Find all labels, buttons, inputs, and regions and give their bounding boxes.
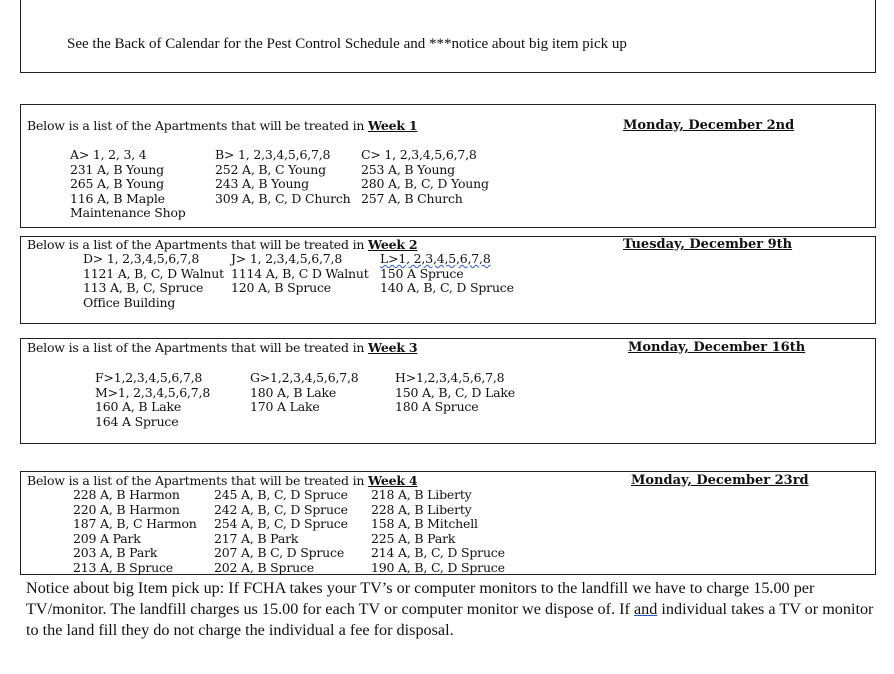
- list-item: 180 A Spruce: [395, 399, 479, 414]
- list-item: 220 A, B Harmon: [73, 501, 180, 517]
- list-item: 280 A, B, C, D Young: [361, 176, 489, 191]
- week-1-col-3: [361, 148, 489, 206]
- list-item: F>1,2,3,4,5,6,7,8: [95, 370, 203, 385]
- week-4-box: [20, 471, 876, 575]
- week-4-intro: Below is a list of the Apartments that will be treated in Week 4: [27, 473, 418, 488]
- list-item: 207 A, B C, D Spruce: [214, 545, 345, 560]
- list-item: 113 A, B, C, Spruce: [83, 280, 204, 295]
- list-item: 187 A, B, C Harmon: [73, 516, 197, 531]
- week-1-box: [20, 104, 876, 228]
- week-2-col-3: [380, 252, 514, 296]
- list-item: Maintenance Shop: [70, 205, 186, 220]
- week-2-date: Tuesday, December 9th: [623, 237, 793, 252]
- list-item: A> 1, 2, 3, 4: [70, 147, 147, 162]
- list-item: 1114 A, B, C D Walnut: [231, 265, 369, 281]
- list-item: D> 1, 2,3,4,5,6,7,8: [83, 251, 200, 266]
- list-item: 245 A, B, C, D Spruce: [214, 487, 348, 502]
- list-item: 203 A, B Park: [73, 545, 158, 560]
- week-1-col-2: [215, 148, 351, 206]
- list-item: 150 A, B, C, D Lake: [395, 384, 515, 400]
- list-item: 228 A, B Liberty: [371, 501, 472, 517]
- week-2-col-1: [83, 252, 224, 310]
- header-text: See the Back of Calendar for the Pest Control Schedule and ***notice about big item pick up: [67, 36, 627, 52]
- list-item: 253 A, B Young: [361, 161, 455, 177]
- list-item: Office Building: [83, 294, 176, 310]
- notice-part-2: individual takes a TV or monitor to the land fill they do not charge the individual a fee for disposal.: [26, 600, 874, 639]
- week-3-label: Week 3: [368, 340, 418, 355]
- week-1-intro: Below is a list of the Apartments that will be treated in Week 1: [27, 118, 418, 133]
- week-1-label: Week 1: [368, 118, 418, 133]
- week-4-date: Monday, December 23rd: [631, 473, 809, 488]
- week-2-box: [20, 236, 876, 324]
- week-1-date: Monday, December 2nd: [623, 118, 795, 133]
- list-item: 158 A, B Mitchell: [371, 516, 478, 531]
- week-4-col-1: [73, 488, 197, 575]
- list-item: 213 A, B Spruce: [73, 559, 173, 575]
- list-item: J> 1, 2,3,4,5,6,7,8: [231, 251, 343, 266]
- list-item: 1121 A, B, C, D Walnut: [83, 265, 224, 281]
- list-item: 209 A Park: [73, 530, 141, 546]
- list-item: 309 A, B, C, D Church: [215, 190, 351, 206]
- week-2-label: Week 2: [368, 237, 418, 252]
- week-2-col-2: [231, 252, 369, 296]
- list-item: G>1,2,3,4,5,6,7,8: [250, 370, 359, 385]
- week-3-col-2: [250, 371, 359, 415]
- week-4-col-2: [214, 488, 348, 575]
- list-item: 170 A Lake: [250, 399, 320, 414]
- list-item: B> 1, 2,3,4,5,6,7,8: [215, 147, 331, 162]
- list-item: 140 A, B, C, D Spruce: [380, 280, 514, 295]
- big-item-notice: [26, 578, 878, 641]
- week-3-box: [20, 338, 876, 444]
- list-item: 257 A, B Church: [361, 190, 463, 206]
- list-item: 217 A, B Park: [214, 530, 299, 546]
- list-item: 214 A, B, C, D Spruce: [371, 545, 505, 560]
- week-3-intro: Below is a list of the Apartments that will be treated in Week 3: [27, 340, 418, 355]
- week-3-col-1: [95, 371, 210, 429]
- notice-part-1: Notice about big Item pick up: If FCHA takes your TV’s or computer monitors to the landfill we have to charge 15.00 per TV/monitor. The landfill charges us 15.00 for each TV or computer monitor we dispose of. If: [26, 579, 815, 618]
- list-item: 202 A, B Spruce: [214, 559, 314, 575]
- list-item: 150 A Spruce: [380, 265, 464, 281]
- list-item: 116 A, B Maple: [70, 190, 165, 206]
- list-item: 225 A, B Park: [371, 530, 456, 546]
- list-item: 252 A, B, C Young: [215, 161, 326, 177]
- week-4-label: Week 4: [368, 473, 418, 488]
- notice-and-word: and: [633, 600, 658, 618]
- list-item: 180 A, B Lake: [250, 384, 337, 400]
- list-item: M>1, 2,3,4,5,6,7,8: [95, 384, 211, 400]
- week-3-col-3: [395, 371, 515, 415]
- week-2-intro: Below is a list of the Apartments that will be treated in Week 2: [27, 237, 418, 252]
- list-item: 231 A, B Young: [70, 161, 164, 177]
- list-item: C> 1, 2,3,4,5,6,7,8: [361, 147, 477, 162]
- week-3-date: Monday, December 16th: [628, 340, 806, 355]
- list-item: H>1,2,3,4,5,6,7,8: [395, 370, 505, 385]
- list-item: 265 A, B Young: [70, 176, 164, 191]
- week-4-col-3: [371, 488, 505, 575]
- list-item: 243 A, B Young: [215, 176, 309, 191]
- week-1-col-1: [70, 148, 186, 221]
- list-item: 218 A, B Liberty: [371, 487, 472, 502]
- list-item: 254 A, B, C, D Spruce: [214, 516, 348, 531]
- list-item: 160 A, B Lake: [95, 399, 182, 414]
- list-item: 190 A, B, C, D Spruce: [371, 559, 505, 575]
- list-item: 242 A, B, C, D Spruce: [214, 501, 348, 517]
- list-item: 164 A Spruce: [95, 413, 179, 429]
- list-item: 228 A, B Harmon: [73, 487, 180, 502]
- list-item: 120 A, B Spruce: [231, 280, 331, 295]
- list-item: L>1, 2,3,4,5,6,7,8: [380, 251, 491, 266]
- header-box: [20, 0, 876, 73]
